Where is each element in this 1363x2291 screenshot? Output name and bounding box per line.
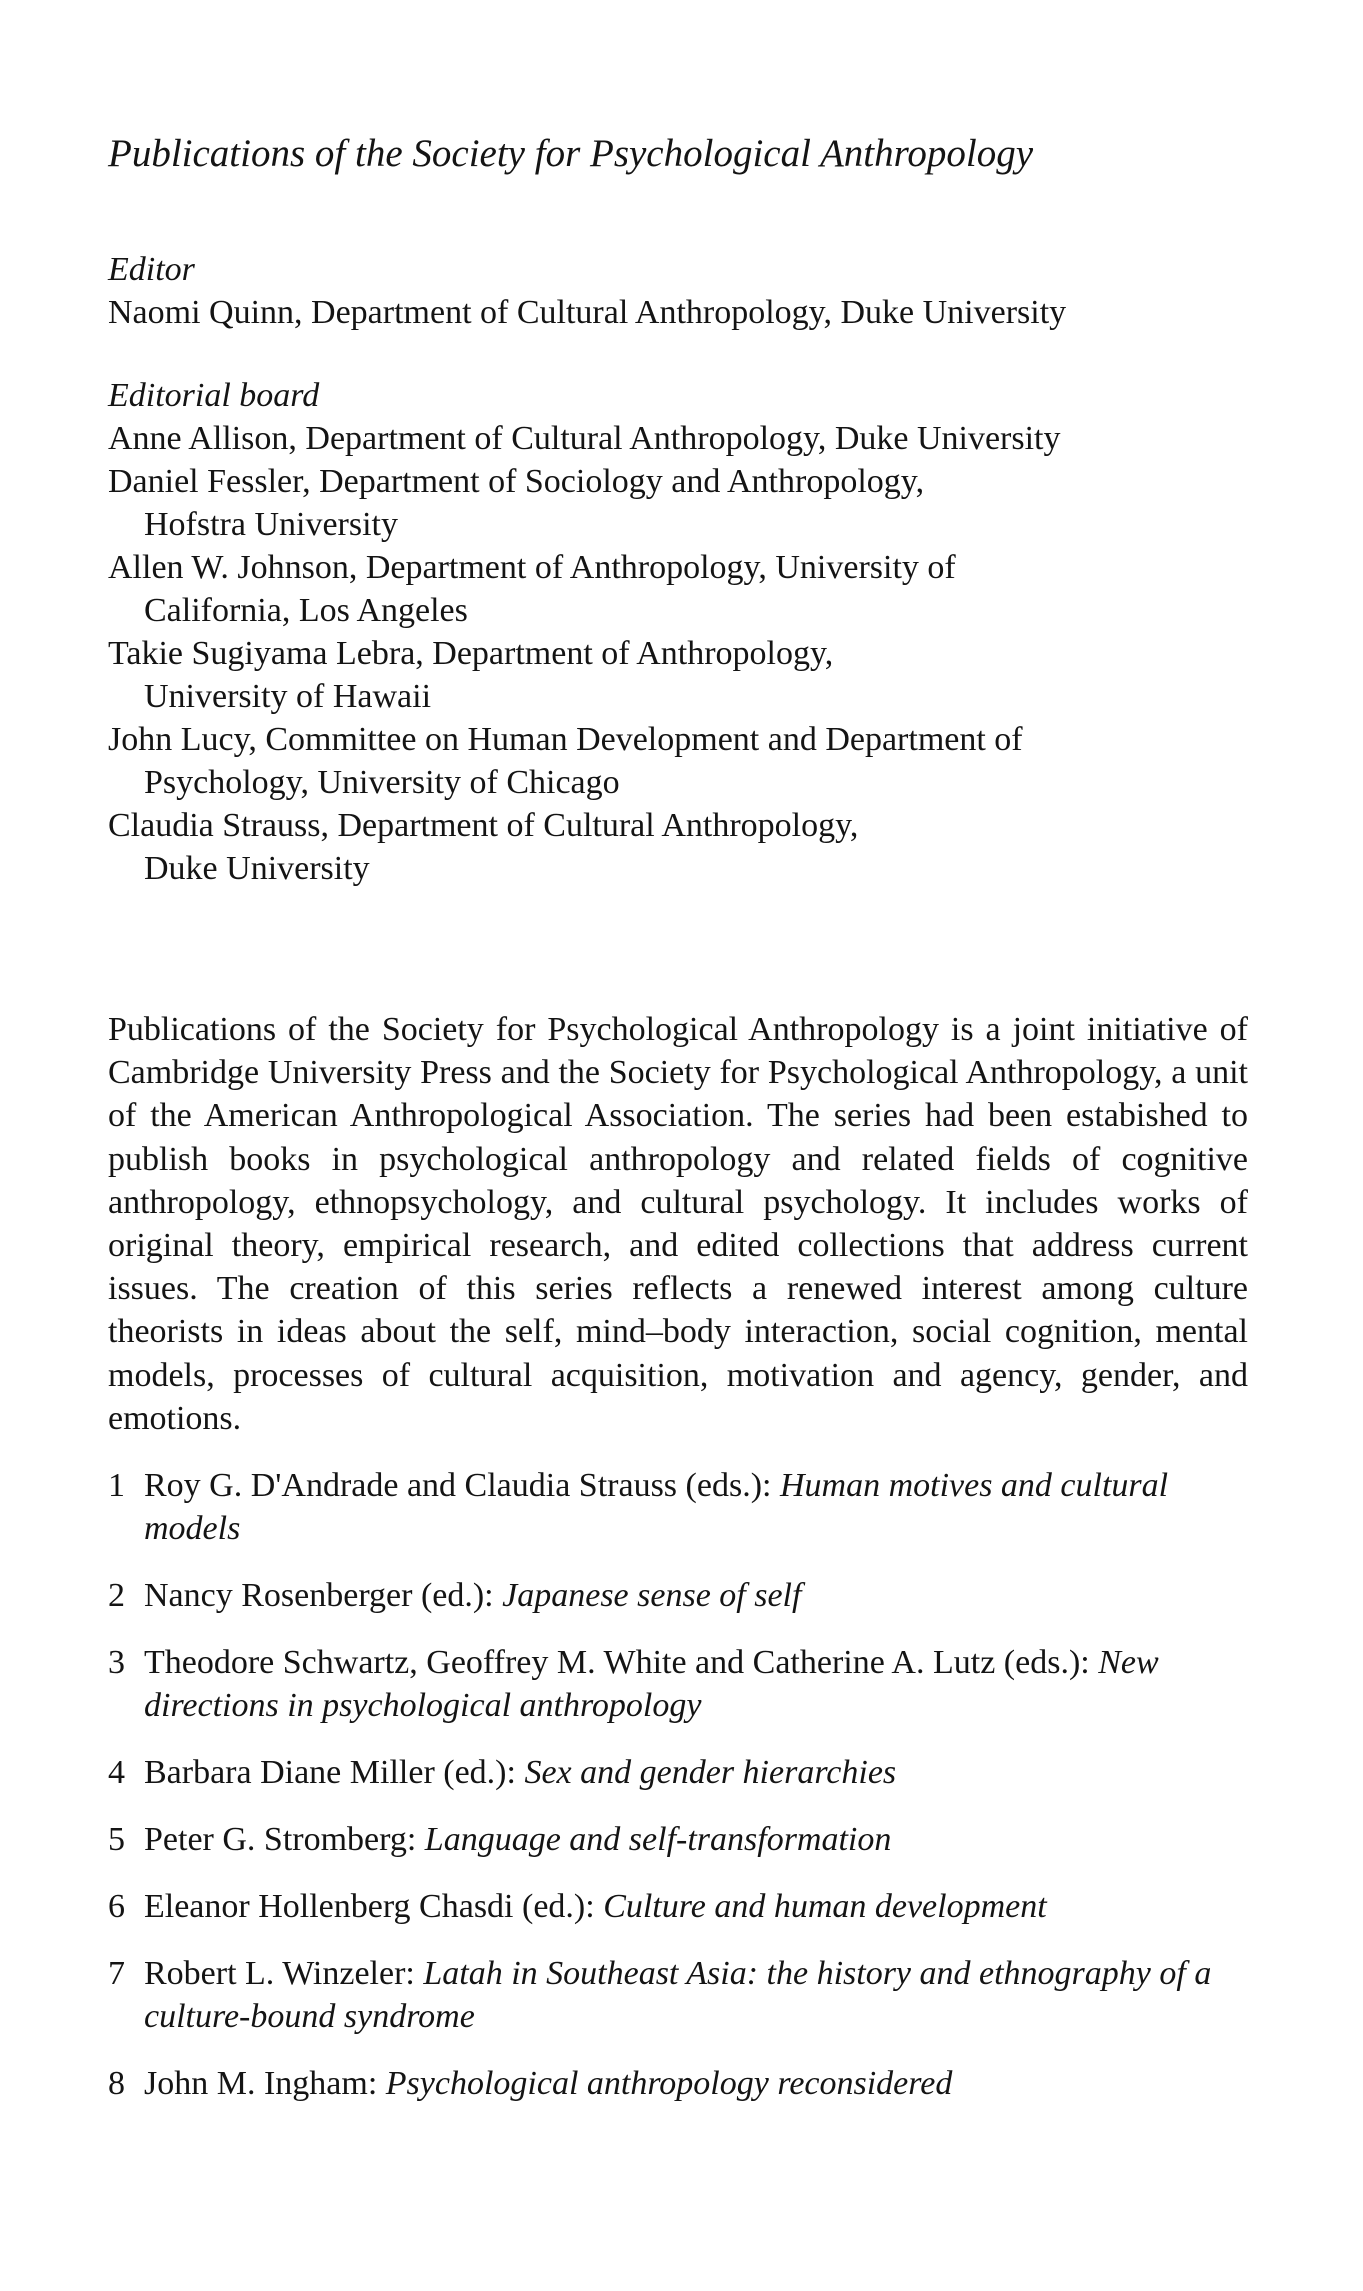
book-authors: Roy G. D'Andrade and Claudia Strauss (eds.):	[144, 1467, 772, 1505]
book-body	[144, 1952, 1248, 2038]
board-member-line: Takie Sugiyama Lebra, Department of Anthropology,	[108, 635, 834, 672]
book-title: Latah in Southeast Asia: the history and ethnography of a culture-bound syndrome	[144, 1955, 1212, 2036]
editor-label: Editor	[108, 251, 195, 288]
board-member-continuation: California, Los Angeles	[144, 592, 468, 629]
book-title: Sex and gender hierarchies	[524, 1754, 897, 1792]
book-title: Culture and human development	[603, 1888, 1047, 1926]
book-authors: Robert L. Winzeler:	[144, 1955, 415, 1993]
editorial-board-label: Editorial board	[108, 377, 320, 414]
board-member	[108, 632, 1248, 718]
editor-name: Naomi Quinn, Department of Cultural Anthropology, Duke University	[108, 294, 1067, 331]
board-member-line: Daniel Fessler, Department of Sociology and Anthropology,	[108, 463, 925, 500]
book-body	[144, 1885, 1248, 1928]
board-member	[108, 804, 1248, 890]
board-member-line: Claudia Strauss, Department of Cultural Anthropology,	[108, 807, 859, 844]
book-entry	[108, 1952, 1248, 2038]
board-member-line: Allen W. Johnson, Department of Anthropology, University of	[108, 549, 956, 586]
book-title: Psychological anthropology reconsidered	[385, 2065, 953, 2103]
editorial-board-section	[108, 374, 1248, 890]
board-member-line: Anne Allison, Department of Cultural Anthropology, Duke University	[108, 420, 1061, 457]
board-member	[108, 718, 1248, 804]
book-body	[144, 1464, 1248, 1550]
book-number: 6	[108, 1888, 125, 1926]
book-number: 2	[108, 1577, 125, 1615]
book-authors: Nancy Rosenberger (ed.):	[144, 1577, 494, 1615]
book-entry	[108, 1574, 1248, 1617]
book-authors: Theodore Schwartz, Geoffrey M. White and Catherine A. Lutz (eds.):	[144, 1644, 1090, 1682]
board-member	[108, 546, 1248, 632]
book-title: Language and self-transformation	[424, 1821, 892, 1859]
book-list	[108, 1464, 1248, 2105]
editor-section	[108, 248, 1248, 334]
book-number: 7	[108, 1955, 125, 1993]
series-description: Publications of the Society for Psychological Anthropology is a joint initiative of Cambridge University Press and the Society for Psychological Anthropology, a unit of the American Anthropological Association. The series had been estabished to publish books in psychological anthropology and related fields of cognitive anthropology, ethnopsychology, and cultural psychology. It includes works of original theory, empirical research, and edited collections that address current issues. The creation of this series reflects a renewed interest among culture theorists in ideas about the self, mind–body interaction, social cognition, mental models, processes of cultural acquisition, motivation and agency, gender, and emotions.	[108, 1011, 1248, 1437]
book-authors: Eleanor Hollenberg Chasdi (ed.):	[144, 1888, 595, 1926]
series-title: Publications of the Society for Psychological Anthropology	[108, 132, 1034, 175]
book-body	[144, 1818, 1248, 1861]
book-entry	[108, 1885, 1248, 1928]
board-member	[108, 460, 1248, 546]
book-number: 8	[108, 2065, 125, 2103]
book-authors: John M. Ingham:	[144, 2065, 378, 2103]
board-member-continuation: Hofstra University	[144, 506, 399, 543]
book-entry	[108, 1464, 1248, 1550]
book-title: Human motives and cultural models	[144, 1467, 1169, 1548]
book-authors: Peter G. Stromberg:	[144, 1821, 417, 1859]
book-entry	[108, 2062, 1248, 2105]
book-entry	[108, 1641, 1248, 1727]
board-member-continuation: Duke University	[144, 850, 370, 887]
board-member-continuation: Psychology, University of Chicago	[144, 764, 620, 801]
board-member-line: John Lucy, Committee on Human Development and Department of	[108, 721, 1023, 758]
book-body	[144, 1574, 1248, 1617]
book-body	[144, 1641, 1248, 1727]
book-title: Japanese sense of self	[502, 1577, 802, 1615]
board-member-continuation: University of Hawaii	[144, 678, 432, 715]
book-authors: Barbara Diane Miller (ed.):	[144, 1754, 516, 1792]
book-body	[144, 1751, 1248, 1794]
book-title: New directions in psychological anthropology	[144, 1644, 1159, 1725]
page	[108, 132, 1248, 2129]
book-number: 4	[108, 1754, 125, 1792]
book-entry	[108, 1818, 1248, 1861]
book-number: 3	[108, 1644, 125, 1682]
board-member	[108, 417, 1248, 460]
book-number: 1	[108, 1467, 125, 1505]
book-number: 5	[108, 1821, 125, 1859]
book-body	[144, 2062, 1248, 2105]
book-entry	[108, 1751, 1248, 1794]
